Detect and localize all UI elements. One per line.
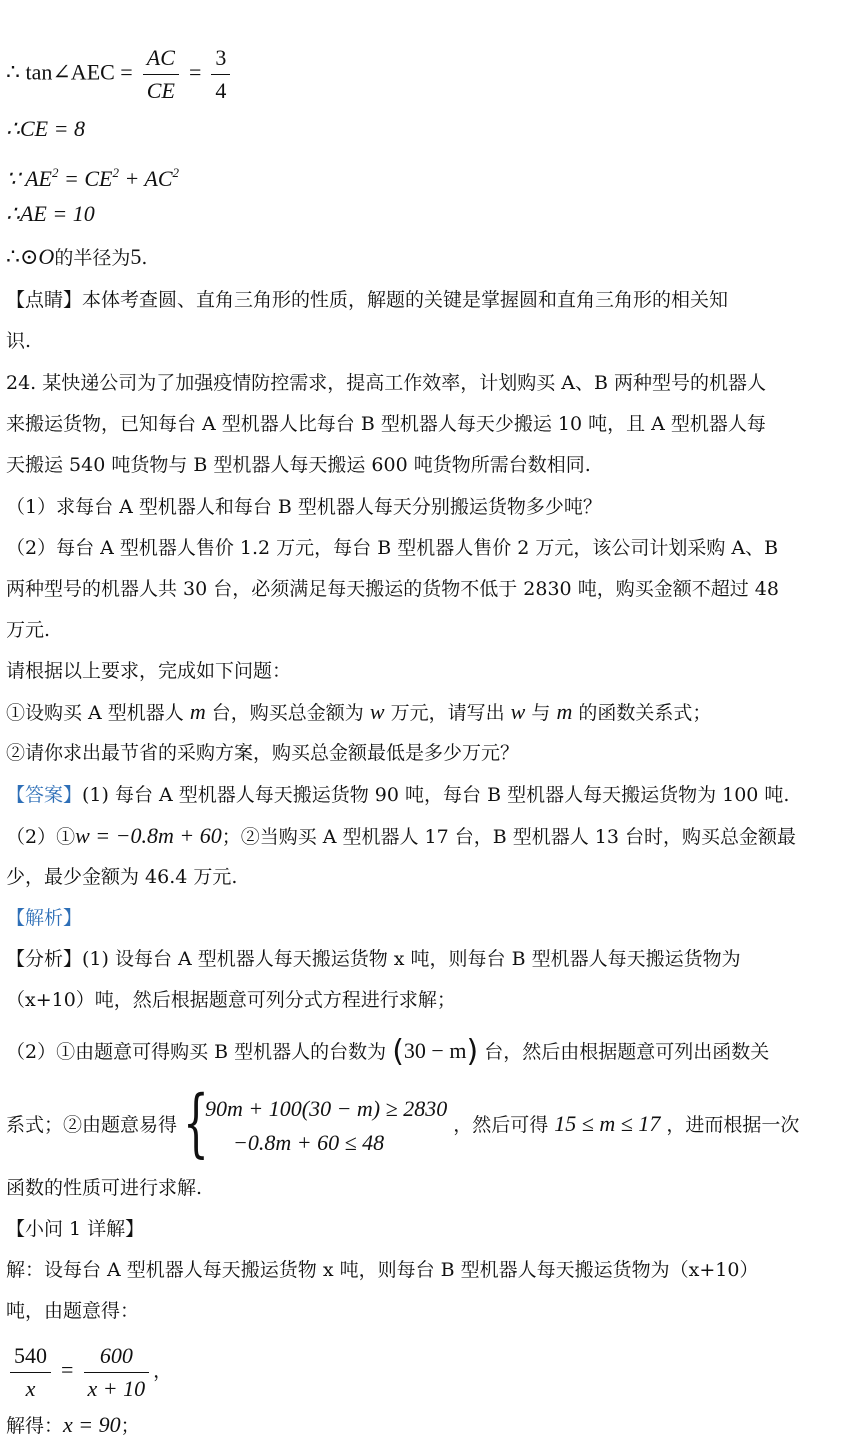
fraction-3-4: $\frac{3}{4}$ [211, 42, 230, 107]
question-24-part-2b: 两种型号的机器人共 30 台，必须满足每天搬运的货物不低于 2830 吨，购买金额不超过 48 [6, 578, 779, 600]
answer-line-3: 少，最少金额为 46.4 万元. [6, 866, 238, 888]
analysis-line-5: 函数的性质可进行求解. [6, 1177, 203, 1199]
detail-solution: 解得：x = 90； [6, 1412, 140, 1437]
fraction-ac-ce: $\frac{AC}{CE}$ [143, 42, 179, 107]
comment-line-1: 【点睛】本体考查圆、直角三角形的性质，解题的关键是掌握圆和直角三角形的相关知 [6, 289, 729, 311]
comment-line-2: 识. [6, 330, 32, 352]
detail-heading: 【小问 1 详解】 [6, 1218, 145, 1240]
inequality-system: { 90m + 100(30 − m) ≥ 2830 −0.8m + 60 ≤ 48 [183, 1080, 448, 1166]
answer-line-2: （2）①w = −0.8m + 60；②当购买 A 型机器人 17 台，B 型机器人 13 台时，购买总金额最 [6, 823, 797, 848]
analysis-line-1: 【分析】(1) 设每台 A 型机器人每天搬运货物 x 吨，则每台 B 型机器人每天搬运货物为 [6, 948, 741, 970]
analysis-line-2: （x+10）吨，然后根据题意可列分式方程进行求解； [6, 989, 456, 1011]
detail-line-2: 吨，由题意得： [6, 1300, 140, 1322]
eq-radius: ∴⊙O的半径为5. [6, 244, 148, 269]
eq-ae: ∴AE = 10 [6, 201, 95, 226]
analysis-line-4: 系式；②由题意易得 { 90m + 100(30 − m) ≥ 2830 −0.8m + 60 ≤ 48 ，然后可得 15 ≤ m ≤ 17 ，进而根据一次 [6, 1080, 800, 1166]
eq-tan: ∴ tan∠AEC = $\frac{AC}{CE}$ = $\frac{3}{4}$ [6, 42, 839, 107]
question-24-sub-1: ①设购买 A 型机器人 m 台，购买总金额为 w 万元，请写出 w 与 m 的函数关系式； [6, 699, 712, 724]
jiexi-tag: 【解析】 [6, 907, 83, 929]
question-24-part-2a: （2）每台 A 型机器人售价 1.2 万元，每台 B 型机器人售价 2 万元，该公司计划采购 A、B [6, 537, 779, 559]
fraction-540-x: $\frac{540}{x}$ [10, 1340, 51, 1405]
answer-tag: 【答案】 [6, 784, 83, 806]
eq-pythagoras: ∵ $AE^2 = CE^2 + AC^2$ [6, 165, 180, 191]
question-24-line-3: 天搬运 540 吨货物与 B 型机器人每天搬运 600 吨货物所需台数相同. [6, 454, 591, 476]
question-24-requirement: 请根据以上要求，完成如下问题： [6, 660, 292, 682]
fraction-600-x10: $\frac{600}{x + 10}$ [84, 1340, 150, 1405]
answer-line-1: 【答案】(1) 每台 A 型机器人每天搬运货物 90 吨，每台 B 型机器人每天搬运货物为 100 吨. [6, 784, 790, 806]
detail-equation: $\frac{540}{x}$ = $\frac{600}{x + 10}$ ， [6, 1338, 839, 1405]
detail-line-1: 解：设每台 A 型机器人每天搬运货物 x 吨，则每台 B 型机器人每天搬运货物为（x+10） [6, 1259, 759, 1281]
question-24-line-2: 来搬运货物，已知每台 A 型机器人比每台 B 型机器人每天少搬运 10 吨，且 A 型机器人每 [6, 413, 766, 435]
question-24-sub-2: ②请你求出最节省的采购方案，购买总金额最低是多少万元？ [6, 742, 520, 764]
question-24-part-1: （1）求每台 A 型机器人和每台 B 型机器人每天分别搬运货物多少吨？ [6, 496, 602, 518]
eq-ce: ∴CE = 8 [6, 116, 85, 141]
question-24-part-2c: 万元. [6, 619, 51, 641]
question-24-line-1: 24. 某快递公司为了加强疫情防控需求，提高工作效率，计划购买 A、B 两种型号的机器人 [6, 372, 767, 394]
left-brace-icon: { [183, 1080, 209, 1166]
analysis-line-3: （2）①由题意可得购买 B 型机器人的台数为 (30 − m) 台，然后由根据题意可列出函数关 [6, 1034, 770, 1069]
